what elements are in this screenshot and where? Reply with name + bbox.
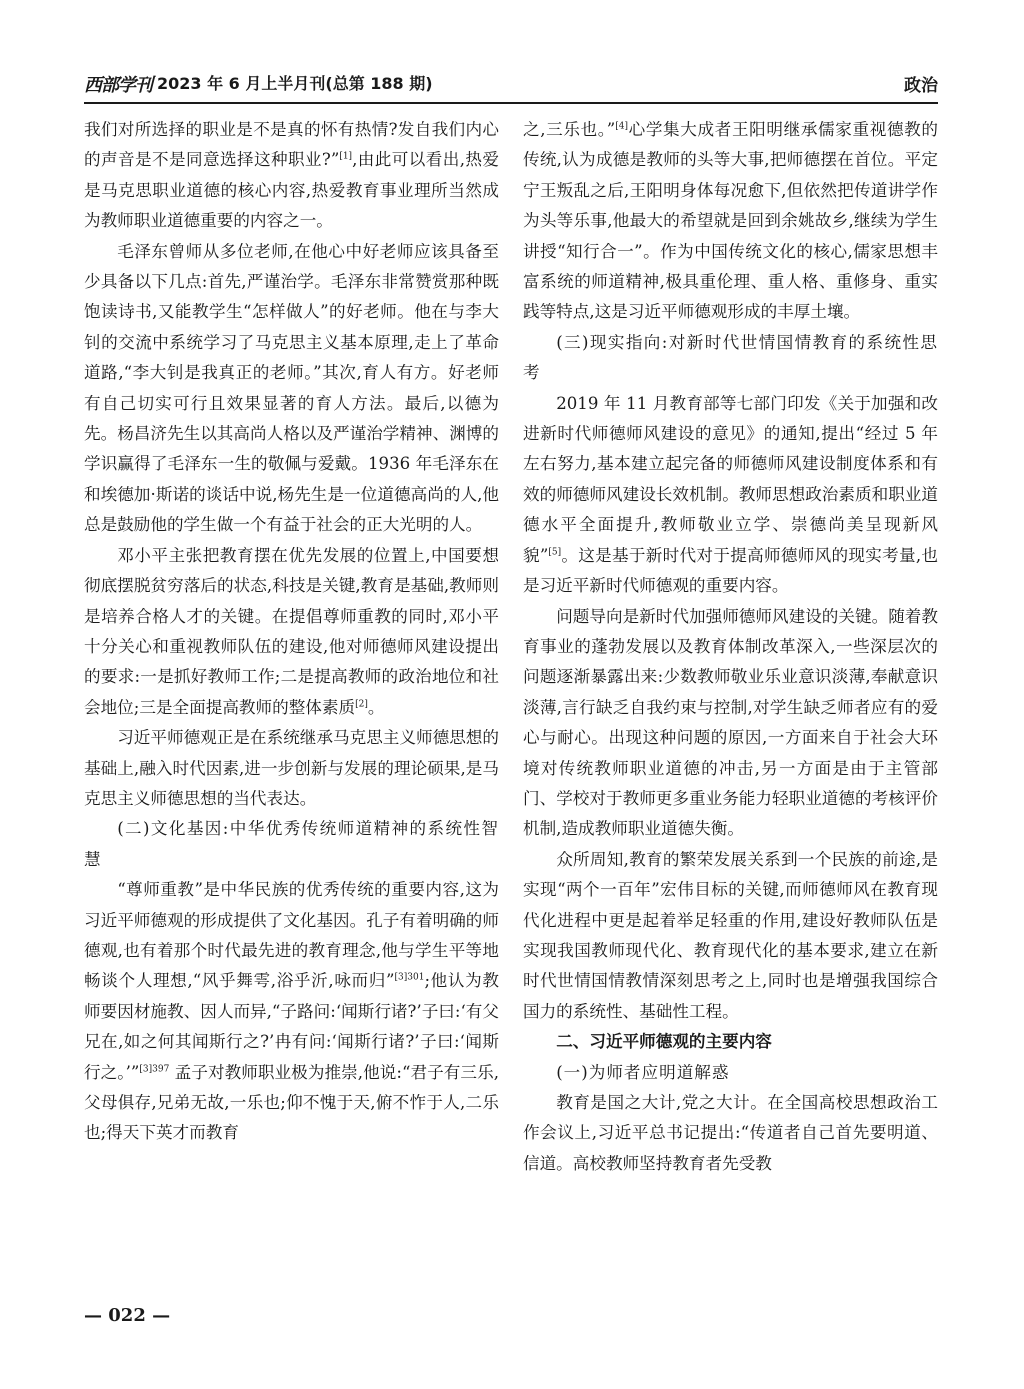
paragraph: 问题导向是新时代加强师德师风建设的关键。随着教育事业的蓬勃发展以及教育体制改革深入,一些深层次的问题逐渐暴露出来:少数教师敬业乐业意识淡薄,奉献意识淡薄,言行缺乏自我约束与控制,对学生缺乏师者应有的爱心与耐心。出现这种问题的原因,一方面来自于社会大环境对传统教师职业道德的冲击,另一方面是由于主管部门、学校对于教师更多重业务能力轻职业道德的考核评价机制,造成教师职业道德失衡。 [523,606,938,839]
paragraph: 2019 年 11 月教育部等七部门印发《关于加强和改进新时代师德师风建设的意见》的通知,提出“经过 5 年左右努力,基本建立起完备的师德师风建设制度体系和有效的师德师风建设长效机制。教师思想政治素质和职业道德水平全面提升,教师敬业立学、崇德尚美呈现新风貌”[5]。这是基于新时代对于提高师德师风的现实考量,也是习近平新时代师德观的重要内容。 [523,393,939,596]
subsection-heading: (一)为师者应明道解惑 [556,1062,730,1082]
paragraph: 之,三乐也。”[4]心学集大成者王阳明继承儒家重视德教的传统,认为成德是教师的头等大事,把师德摆在首位。平定宁王叛乱之后,王阳明身体每况愈下,但依然把传道讲学作为头等乐事,他最大的希望就是回到余姚故乡,继续为学生讲授“知行合一”。作为中国传统文化的核心,儒家思想丰富系统的师道精神,极具重伦理、重人格、重修身、重实践等特点,这是习近平师德观形成的丰厚土壤。 [523,120,938,322]
section-heading: 二、习近平师德观的主要内容 [556,1032,772,1052]
subsection-heading: (二)文化基因:中华优秀传统师道精神的系统性智慧 [84,819,499,869]
right-column [523,115,938,1179]
paragraph: 教育是国之大计,党之大计。在全国高校思想政治工作会议上,习近平总书记提出:“传道者自己首先要明道、信道。高校教师坚持教育者先受教 [523,1093,938,1173]
journal-logo: 西部学刊 [84,75,152,96]
paragraph: 众所周知,教育的繁荣发展关系到一个民族的前途,是实现“两个一百年”宏伟目标的关键,而师德师风在教育现代化进程中更是起着举足轻重的作用,建设好教师队伍是实现我国教师现代化、教育现代化的基本要求,建立在新时代世情国情教情深刻思考之上,同时也是增强我国综合国力的系统性、基础性工程。 [523,849,938,1021]
paragraph: 毛泽东曾师从多位老师,在他心中好老师应该具备至少具备以下几点:首先,严谨治学。毛泽东非常赞赏那种既饱读诗书,又能教学生“怎样做人”的好老师。他在与李大钊的交流中系统学习了马克思主义基本原理,走上了革命道路,“李大钊是我真正的老师。”其次,育人有方。好老师有自己切实可行且效果显著的育人方法。最后,以德为先。杨昌济先生以其高尚人格以及严谨治学精神、渊博的学识赢得了毛泽东一生的敬佩与爱戴。1936 年毛泽东在和埃德加·斯诺的谈话中说,杨先生是一位道德高尚的人,他总是鼓励他的学生做一个有益于社会的正大光明的人。 [84,241,499,535]
paragraph: 邓小平主张把教育摆在优先发展的位置上,中国要想彻底摆脱贫穷落后的状态,科技是关键,教育是基础,教师则是培养合格人才的关键。在提倡尊师重教的同时,邓小平十分关心和重视教师队伍的建设,他对师德师风建设提出的要求:一是抓好教师工作;二是提高教师的政治地位和社会地位;三是全面提高教师的整体素质[2]。 [84,545,499,717]
section-title: 政治 [904,76,938,96]
page-number: — 022 — [84,1305,171,1326]
left-column [84,115,499,1149]
page-header [84,68,938,104]
paragraph: “尊师重教”是中华民族的优秀传统的重要内容,这为习近平师德观的形成提供了文化基因。孔子有着明确的师德观,也有着那个时代最先进的教育理念,他与学生平等地畅谈个人理想,“风乎舞雩,浴乎沂,咏而归”$^{[3]301}$;他认为教师要因材施教、因人而异,“子路问:‘闻斯行诸?’子曰:‘有父兄在,如之何其闻斯行之?’冉有问:‘闻斯行诸?’子曰:‘闻斯行之。’”$^{[3]397}$ 孟子对教师职业极为推崇,他说:“君子有三乐,父母俱存,兄弟无故,一乐也;仰不愧于天,俯不怍于人,二乐也;得天下英才而教育 [84,880,499,1143]
paragraph: 习近平师德观正是在系统继承马克思主义师德思想的基础上,融入时代因素,进一步创新与发展的理论硕果,是马克思主义师德思想的当代表达。 [84,728,499,808]
issue-info: 2023 年 6 月上半月刊(总第 188 期) [157,74,433,93]
subsection-heading: (三)现实指向:对新时代世情国情教育的系统性思考 [523,332,938,383]
paragraph: 我们对所选择的职业是不是真的怀有热情?发自我们内心的声音是不是同意选择这种职业?”[1],由此可以看出,热爱是马克思职业道德的核心内容,热爱教育事业理所当然成为教师职业道德重要的内容之一。 [84,120,499,231]
